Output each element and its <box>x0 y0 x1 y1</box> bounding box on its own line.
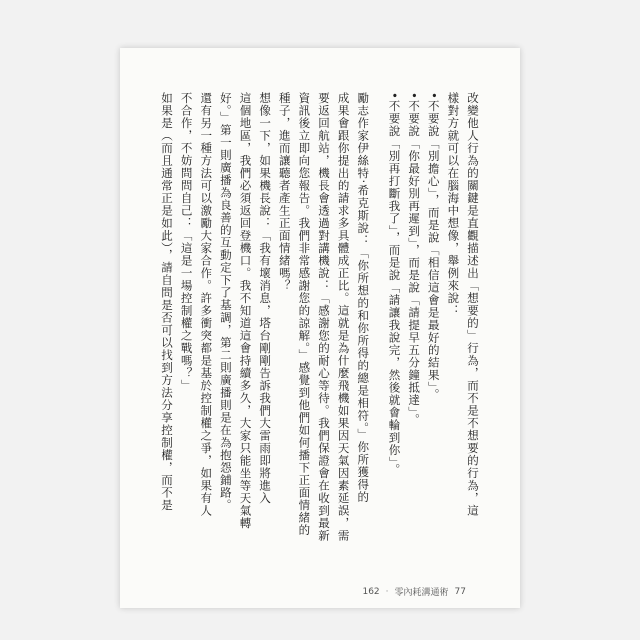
text-column: 還有另一種方法可以激勵大家合作。許多衝突都是基於控制權之爭，如果有人 <box>199 92 214 517</box>
footer-separator: · <box>385 586 389 597</box>
text-column: 資訊後立即向您報告。我們非常感謝您的諒解。」感覺到他們如何播下正面情緒的 <box>297 92 312 537</box>
text-column: 這個地區，我們必須返回登機口。我不知道這會持續多久，大家只能坐等天氣轉 <box>238 92 253 530</box>
book-title: 零內耗溝通術 <box>394 588 449 598</box>
paragraph-gap <box>376 92 382 93</box>
text-column: 成果會跟你提出的請求多具體成正比。這就是為什麼飛機如果因天氣因素延誤，需 <box>336 92 351 542</box>
page-number: 162 <box>362 586 380 597</box>
text-column: 如果是（而且通常正是如此），請自問是否可以找到方法分享控制權，而不是 <box>160 92 174 512</box>
text-column: 不合作，不妨問問自己：「這是一場控制權之戰嗎？」 <box>179 92 194 392</box>
page-footer <box>120 585 520 598</box>
book-page <box>120 48 520 608</box>
text-column: 要返回航站，機長會透過對講機說：「感謝您的耐心等待。我們保證會在收到最新 <box>317 92 331 542</box>
text-column: 勵志作家伊絲特‧希克斯說：「你所想的和你所得的總是相符。」你所獲得的 <box>356 92 371 504</box>
text-column: 種子，進而讓聽者產生正面情緒嗎？ <box>277 92 292 292</box>
text-column: 樣對方就可以在腦海中想像，舉例來說： <box>446 92 461 317</box>
bullet-item: •不要說「你最好別再遲到」，而是說「請提早五分鐘抵達」。 <box>407 92 422 426</box>
text-column: 好。」第一則廣播為良善的互動定下了基調，第二則廣播則是在為抱怨鋪路。 <box>218 92 233 512</box>
vertical-text-body <box>160 92 480 572</box>
footer-mark: 77 <box>454 586 466 597</box>
text-column: 改變他人行為的關鍵是直觀描述出「想要的」行為，而不是不想要的行為，這 <box>466 92 480 517</box>
bullet-item: •不要說「別再打斷我了」，而是說「請讓我說完，然後就會輪到你」。 <box>387 92 402 476</box>
text-column: 想像一下，如果機長說：「我有壞消息，塔台剛剛告訴我們大雷雨即將進入 <box>258 92 273 505</box>
bullet-item: •不要說「別擔心」，而是說「相信這會是最好的結果」。 <box>426 92 441 401</box>
